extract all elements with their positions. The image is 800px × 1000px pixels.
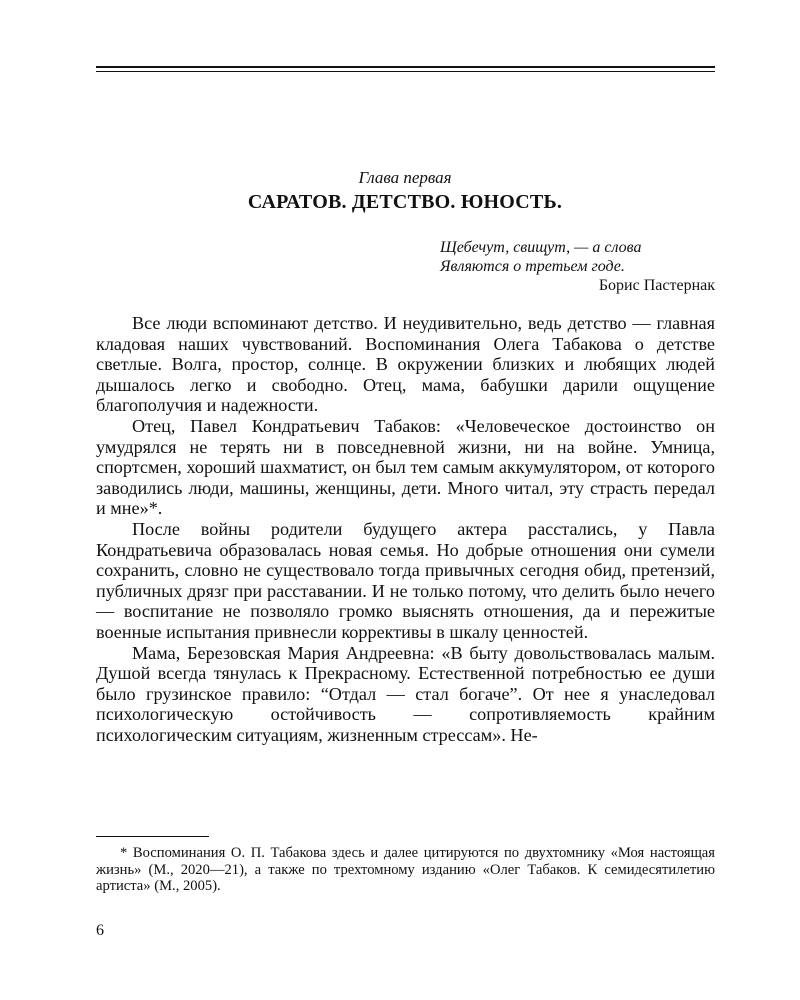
header-rule [96,66,715,72]
epigraph [440,238,720,295]
chapter-label: Глава первая [358,168,452,187]
paragraph: Все люди вспоминают детство. И неудивительно, ведь детство — главная кладовая наших чувствований. Воспоминания Олега Табакова о детстве светлые. Волга, простор, солнце. В окружении близких и любящих людей дышалось легко и свободно. Отец, мама, бабушки дарили ощущение благополучия и надежности. [96,313,715,416]
epigraph-author: Борис Пастернак [598,277,715,294]
paragraph: Отец, Павел Кондратьевич Табаков: «Человеческое достоинство он умудрялся не терять ни в повседневной жизни, ни на войне. Умница, спортсмен, хороший шахматист, он был тем самым аккумулятором, от которого заводились люди, машины, женщины, дети. Много читал, эту страсть передал и мне»*. [96,415,715,519]
footnote: * Воспоминания О. П. Табакова здесь и далее цитируются по двухтомнику «Моя настоящая жизнь» (М., 2020—21), а также по трехтомному изданию «Олег Табаков. К семидесятилетию артиста» (М., 2005). [96,845,715,894]
body-text [96,313,715,745]
chapter-title: САРАТОВ. ДЕТСТВО. ЮНОСТЬ. [247,191,563,213]
paragraph: Мама, Березовская Мария Андреевна: «В быту довольствовалась малым. Душой всегда тянулась к Прекрасному. Естественной потребностью ее души было грузинское правило: “Отдал — стал богаче”. От нее я унаследовал психологическую остойчивость — сопротивляемость крайним психологическим ситуациям, жизненным стрессам». Не- [96,642,715,745]
footnote-rule [96,836,209,837]
epigraph-line-1: Щебечут, свищут, — а слова [440,239,642,256]
epigraph-line-2: Являются о третьем годе. [440,258,625,275]
paragraph: После войны родители будущего актера расстались, у Павла Кондратьевича образовалась новая семья. Но добрые отношения они сумели сохранить, словно не существовало тогда привычных сегодня обид, претензий, публичных дрязг при расставании. И не только потому, что делить было нечего — воспитание не позволяло громко выяснять отношения, да и пережитые военные испытания привнесли коррективы в шкалу ценностей. [96,518,715,642]
page-number: 6 [96,922,104,939]
